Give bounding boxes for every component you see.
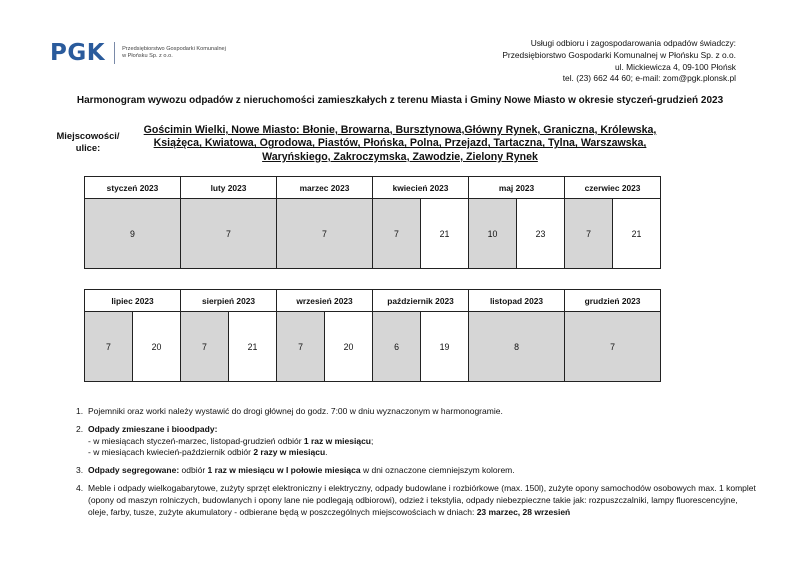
month-header: lipiec 2023 <box>85 290 181 312</box>
pickup-day-mixed: 8 <box>469 312 565 382</box>
note-heading: Odpady segregowane: <box>88 465 180 476</box>
note-number: 2. <box>76 423 84 434</box>
note-emphasis: 1 raz w miesiącu w I połowie miesiąca <box>207 465 361 476</box>
note-dates: 23 marzec, 28 wrzesień <box>476 506 571 517</box>
note-text: Meble i odpady wielkogabarytowe, zużyty sprzęt elektroniczny i elektryczny, odpady budowlane i rozbiórkowe (max. 150l), zużyte opony samochodów osobowych max. 1 komplet (opony od maszyn rolniczych, budowlanych i opony lane nie podlegają odbiorowi), odzież i tekstylia, odpady niebezpieczne takie jak: rozpuszczalniki, lampy fluorescencyjne, oleje, farby, tusze, zużyte akumulatory - odbierane będą w poszczególnych miejscowościach w dniach: <box>88 482 756 517</box>
pickup-day-mixed: 7 <box>85 312 133 382</box>
provider-contact: tel. (23) 662 44 60; e-mail: zom@pgk.plonsk.pl <box>562 73 736 84</box>
month-header: październik 2023 <box>373 290 469 312</box>
month-header: styczeń 2023 <box>85 177 181 199</box>
pickup-day-segregated: 23 <box>517 199 565 269</box>
logo-text-line: w Płońsku Sp. z o.o. <box>122 53 173 59</box>
note-line <box>88 447 756 459</box>
pickup-day-mixed: 7 <box>181 199 277 269</box>
document-title: Harmonogram wywozu odpadów z nieruchomości zamieszkałych z terenu Miasta i Gminy Nowe Miasto w okresie styczeń-grudzień 2023 <box>76 95 724 106</box>
localities-label-line: ulice: <box>75 142 101 153</box>
note-item <box>76 406 756 418</box>
pickup-day-segregated: 21 <box>613 199 661 269</box>
provider-line: Przedsiębiorstwo Gospodarki Komunalnej w Płońsku Sp. z o.o. <box>502 49 736 60</box>
note-number: 3. <box>76 465 84 476</box>
pickup-day-mixed: 7 <box>277 199 373 269</box>
month-header: grudzień 2023 <box>565 290 661 312</box>
note-number: 4. <box>76 482 84 493</box>
month-header: wrzesień 2023 <box>277 290 373 312</box>
pickup-day-segregated: 20 <box>325 312 373 382</box>
note-heading: Odpady zmieszane i bioodpady: <box>88 423 218 434</box>
pickup-day-mixed: 9 <box>85 199 181 269</box>
month-header: kwiecień 2023 <box>373 177 469 199</box>
provider-address: ul. Mickiewicza 4, 09-100 Płońsk <box>614 61 736 72</box>
month-header: sierpień 2023 <box>181 290 277 312</box>
note-text: odbiór <box>179 465 208 476</box>
month-header: czerwiec 2023 <box>565 177 661 199</box>
month-header: listopad 2023 <box>469 290 565 312</box>
pickup-day-segregated: 21 <box>421 199 469 269</box>
note-text: ; <box>371 435 374 446</box>
note-text: - w miesiącach kwiecień-październik odbiór <box>88 447 254 458</box>
streets-line: Książęca, Kwiatowa, Ogrodowa, Piastów, Płońska, Polna, Przejazd, Tartaczna, Tylna, Warszawska, <box>153 137 647 150</box>
note-text: - w miesiącach styczeń-marzec, listopad-grudzień odbiór <box>88 435 304 446</box>
note-emphasis: 1 raz w miesiącu <box>303 435 371 446</box>
logo-company-name <box>122 46 232 61</box>
pickup-day-segregated: 19 <box>421 312 469 382</box>
pickup-day-mixed: 6 <box>373 312 421 382</box>
pickup-day-mixed: 7 <box>373 199 421 269</box>
note-item <box>76 465 756 477</box>
note-number: 1. <box>76 406 84 416</box>
provider-line: Usługi odbioru i zagospodarowania odpadów świadczy: <box>530 38 736 48</box>
pickup-day-mixed: 7 <box>277 312 325 382</box>
localities-streets <box>130 124 670 164</box>
pgk-logo <box>50 40 232 66</box>
pickup-day-mixed: 7 <box>565 199 613 269</box>
streets-line: Gościmin Wielki, Nowe Miasto: Błonie, Browarna, Bursztynowa,Główny Rynek, Graniczna, Królewska, <box>143 124 657 136</box>
streets-line: Waryńskiego, Zakroczymska, Zawodzie, Zielony Rynek <box>262 150 538 163</box>
pickup-day-segregated: 21 <box>229 312 277 382</box>
note-emphasis: 2 razy w miesiącu <box>253 447 326 458</box>
note-item <box>76 483 756 518</box>
note-line <box>88 436 756 448</box>
provider-info <box>502 38 736 85</box>
logo-text-line: Przedsiębiorstwo Gospodarki Komunalnej <box>122 45 226 52</box>
month-header: luty 2023 <box>181 177 277 199</box>
note-text: Pojemniki oraz worki należy wystawić do drogi głównej do godz. 7:00 w dniu wyznaczonym w harmonogramie. <box>88 406 503 416</box>
notes-list <box>76 406 756 524</box>
pickup-day-segregated: 20 <box>133 312 181 382</box>
schedule-table-second-half <box>84 289 661 382</box>
note-text: w dni oznaczone ciemniejszym kolorem. <box>360 465 515 476</box>
note-text: . <box>325 447 328 458</box>
pickup-day-mixed: 7 <box>565 312 661 382</box>
month-header: maj 2023 <box>469 177 565 199</box>
pickup-day-mixed: 7 <box>181 312 229 382</box>
localities-label-line: Miejscowości/ <box>56 130 120 141</box>
pickup-day-mixed: 10 <box>469 199 517 269</box>
logo-separator <box>114 42 115 64</box>
localities-label <box>54 130 122 154</box>
logo-mark: PGK <box>50 40 106 66</box>
month-header: marzec 2023 <box>277 177 373 199</box>
schedule-table-first-half <box>84 176 661 269</box>
note-item <box>76 424 756 459</box>
